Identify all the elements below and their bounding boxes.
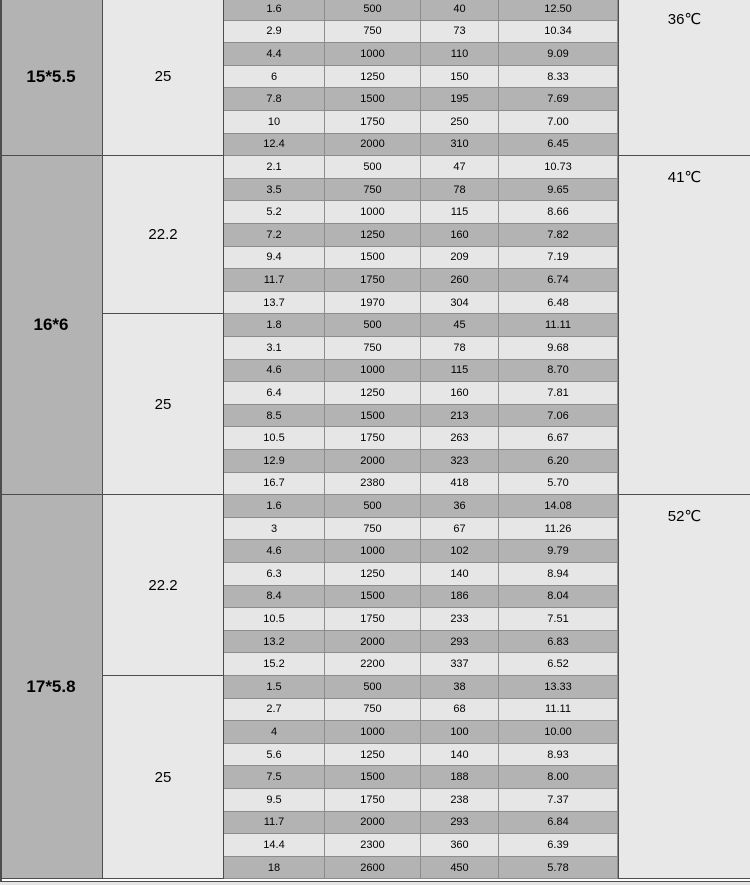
data-cell-col1: 4.6 <box>224 360 325 383</box>
data-cell-col3: 209 <box>421 247 499 270</box>
data-cell-col4: 9.65 <box>499 179 618 202</box>
data-cell-col2: 2300 <box>325 834 421 857</box>
data-cell-col4: 7.19 <box>499 247 618 270</box>
temperature-cell: 36℃ <box>618 0 750 156</box>
model-size-cell: 15*5.5 <box>0 0 103 156</box>
diameter-group-cell: 25 <box>103 314 224 495</box>
data-cell-col4: 6.83 <box>499 631 618 654</box>
data-cell-col4: 9.09 <box>499 43 618 66</box>
data-cell-col2: 1250 <box>325 744 421 767</box>
data-cell-col1: 6.3 <box>224 563 325 586</box>
data-cell-col3: 260 <box>421 269 499 292</box>
data-cell-col1: 2.9 <box>224 21 325 44</box>
data-cell-col3: 40 <box>421 0 499 21</box>
data-cell-col4: 8.93 <box>499 744 618 767</box>
data-cell-col2: 1750 <box>325 427 421 450</box>
data-cell-col3: 188 <box>421 766 499 789</box>
data-cell-col3: 263 <box>421 427 499 450</box>
data-cell-col1: 9.4 <box>224 247 325 270</box>
data-cell-col2: 750 <box>325 21 421 44</box>
data-cell-col4: 8.70 <box>499 360 618 383</box>
data-cell-col1: 4.6 <box>224 540 325 563</box>
data-cell-col3: 238 <box>421 789 499 812</box>
data-cell-col2: 1000 <box>325 721 421 744</box>
data-cell-col3: 102 <box>421 540 499 563</box>
data-cell-col1: 12.4 <box>224 134 325 157</box>
data-cell-col2: 1750 <box>325 608 421 631</box>
data-cell-col3: 293 <box>421 631 499 654</box>
data-cell-col1: 3 <box>224 518 325 541</box>
data-cell-col1: 1.6 <box>224 495 325 518</box>
data-cell-col1: 2.1 <box>224 156 325 179</box>
data-cell-col4: 5.78 <box>499 857 618 880</box>
data-cell-col2: 2000 <box>325 812 421 835</box>
data-cell-col4: 5.70 <box>499 473 618 496</box>
data-cell-col2: 1000 <box>325 360 421 383</box>
data-cell-col1: 9.5 <box>224 789 325 812</box>
data-cell-col1: 10.5 <box>224 608 325 631</box>
data-cell-col4: 7.00 <box>499 111 618 134</box>
data-cell-col2: 500 <box>325 0 421 21</box>
data-cell-col1: 18 <box>224 857 325 880</box>
data-cell-col2: 1500 <box>325 88 421 111</box>
data-cell-col2: 500 <box>325 676 421 699</box>
data-cell-col3: 418 <box>421 473 499 496</box>
data-cell-col1: 12.9 <box>224 450 325 473</box>
data-cell-col4: 11.11 <box>499 314 618 337</box>
data-cell-col3: 233 <box>421 608 499 631</box>
data-cell-col1: 8.4 <box>224 586 325 609</box>
data-cell-col3: 100 <box>421 721 499 744</box>
model-size-cell: 16*6 <box>0 156 103 495</box>
data-cell-col4: 11.26 <box>499 518 618 541</box>
data-cell-col2: 2000 <box>325 134 421 157</box>
data-cell-col4: 11.11 <box>499 699 618 722</box>
data-cell-col4: 10.34 <box>499 21 618 44</box>
data-cell-col1: 6 <box>224 66 325 89</box>
data-cell-col3: 310 <box>421 134 499 157</box>
data-cell-col2: 500 <box>325 156 421 179</box>
data-cell-col3: 213 <box>421 405 499 428</box>
data-cell-col1: 1.5 <box>224 676 325 699</box>
data-cell-col3: 115 <box>421 360 499 383</box>
data-cell-col3: 360 <box>421 834 499 857</box>
data-cell-col1: 3.5 <box>224 179 325 202</box>
model-size-cell: 17*5.8 <box>0 495 103 879</box>
data-cell-col1: 3.1 <box>224 337 325 360</box>
diameter-group-cell: 25 <box>103 0 224 156</box>
data-cell-col4: 8.04 <box>499 586 618 609</box>
data-cell-col2: 1000 <box>325 201 421 224</box>
data-cell-col2: 1970 <box>325 292 421 315</box>
data-cell-col2: 1750 <box>325 269 421 292</box>
data-cell-col1: 13.7 <box>224 292 325 315</box>
data-cell-col4: 6.45 <box>499 134 618 157</box>
data-cell-col4: 12.50 <box>499 0 618 21</box>
temperature-cell: 52℃ <box>618 495 750 879</box>
data-cell-col3: 186 <box>421 586 499 609</box>
data-cell-col4: 6.67 <box>499 427 618 450</box>
data-cell-col1: 7.5 <box>224 766 325 789</box>
data-cell-col4: 6.20 <box>499 450 618 473</box>
data-cell-col2: 500 <box>325 314 421 337</box>
data-cell-col1: 1.8 <box>224 314 325 337</box>
data-cell-col3: 73 <box>421 21 499 44</box>
data-cell-col2: 1000 <box>325 43 421 66</box>
data-cell-col1: 15.2 <box>224 653 325 676</box>
data-cell-col3: 450 <box>421 857 499 880</box>
data-cell-col1: 5.2 <box>224 201 325 224</box>
data-cell-col3: 140 <box>421 744 499 767</box>
data-cell-col2: 750 <box>325 337 421 360</box>
data-cell-col4: 6.48 <box>499 292 618 315</box>
data-cell-col4: 9.68 <box>499 337 618 360</box>
data-cell-col4: 6.74 <box>499 269 618 292</box>
data-cell-col1: 7.2 <box>224 224 325 247</box>
data-cell-col2: 750 <box>325 179 421 202</box>
data-cell-col2: 1500 <box>325 766 421 789</box>
data-cell-col3: 110 <box>421 43 499 66</box>
data-cell-col1: 11.7 <box>224 812 325 835</box>
diameter-group-cell: 25 <box>103 676 224 879</box>
data-cell-col4: 14.08 <box>499 495 618 518</box>
data-cell-col4: 6.39 <box>499 834 618 857</box>
data-cell-col3: 140 <box>421 563 499 586</box>
data-cell-col2: 2000 <box>325 450 421 473</box>
data-cell-col4: 7.51 <box>499 608 618 631</box>
data-cell-col1: 5.6 <box>224 744 325 767</box>
data-cell-col1: 4.4 <box>224 43 325 66</box>
data-cell-col1: 1.6 <box>224 0 325 21</box>
data-cell-col2: 1250 <box>325 224 421 247</box>
data-cell-col3: 323 <box>421 450 499 473</box>
table-bottom-border <box>0 881 750 885</box>
data-cell-col1: 7.8 <box>224 88 325 111</box>
data-cell-col2: 2000 <box>325 631 421 654</box>
data-cell-col1: 11.7 <box>224 269 325 292</box>
data-cell-col4: 13.33 <box>499 676 618 699</box>
data-cell-col3: 45 <box>421 314 499 337</box>
data-cell-col4: 6.84 <box>499 812 618 835</box>
data-cell-col4: 10.73 <box>499 156 618 179</box>
data-cell-col1: 10.5 <box>224 427 325 450</box>
temperature-cell: 41℃ <box>618 156 750 495</box>
data-cell-col3: 115 <box>421 201 499 224</box>
table-left-border <box>0 0 2 885</box>
data-cell-col3: 67 <box>421 518 499 541</box>
data-cell-col2: 1500 <box>325 247 421 270</box>
data-cell-col3: 36 <box>421 495 499 518</box>
data-cell-col3: 160 <box>421 382 499 405</box>
data-cell-col2: 1250 <box>325 66 421 89</box>
data-cell-col3: 160 <box>421 224 499 247</box>
data-cell-col2: 2200 <box>325 653 421 676</box>
data-cell-col2: 1500 <box>325 586 421 609</box>
data-cell-col1: 10 <box>224 111 325 134</box>
data-cell-col4: 6.52 <box>499 653 618 676</box>
data-cell-col1: 2.7 <box>224 699 325 722</box>
data-cell-col2: 1250 <box>325 563 421 586</box>
data-cell-col3: 337 <box>421 653 499 676</box>
data-cell-col4: 8.66 <box>499 201 618 224</box>
data-cell-col4: 7.37 <box>499 789 618 812</box>
data-cell-col2: 2380 <box>325 473 421 496</box>
data-cell-col3: 68 <box>421 699 499 722</box>
data-cell-col3: 150 <box>421 66 499 89</box>
data-cell-col4: 7.06 <box>499 405 618 428</box>
data-cell-col2: 500 <box>325 495 421 518</box>
data-cell-col3: 304 <box>421 292 499 315</box>
data-cell-col4: 10.00 <box>499 721 618 744</box>
data-cell-col3: 78 <box>421 179 499 202</box>
data-cell-col3: 195 <box>421 88 499 111</box>
data-cell-col4: 8.94 <box>499 563 618 586</box>
data-cell-col2: 1750 <box>325 789 421 812</box>
data-cell-col3: 47 <box>421 156 499 179</box>
data-cell-col2: 1250 <box>325 382 421 405</box>
data-cell-col2: 2600 <box>325 857 421 880</box>
data-cell-col3: 38 <box>421 676 499 699</box>
data-cell-col2: 1000 <box>325 540 421 563</box>
data-cell-col2: 1500 <box>325 405 421 428</box>
data-cell-col4: 8.00 <box>499 766 618 789</box>
data-cell-col1: 14.4 <box>224 834 325 857</box>
data-cell-col3: 293 <box>421 812 499 835</box>
diameter-group-cell: 22.2 <box>103 156 224 314</box>
data-cell-col2: 750 <box>325 518 421 541</box>
data-cell-col1: 16.7 <box>224 473 325 496</box>
data-cell-col1: 6.4 <box>224 382 325 405</box>
data-cell-col2: 1750 <box>325 111 421 134</box>
data-cell-col4: 7.81 <box>499 382 618 405</box>
data-cell-col4: 9.79 <box>499 540 618 563</box>
data-cell-col4: 7.82 <box>499 224 618 247</box>
diameter-group-cell: 22.2 <box>103 495 224 676</box>
data-cell-col3: 250 <box>421 111 499 134</box>
data-cell-col1: 8.5 <box>224 405 325 428</box>
data-cell-col4: 7.69 <box>499 88 618 111</box>
data-cell-col4: 8.33 <box>499 66 618 89</box>
data-cell-col1: 13.2 <box>224 631 325 654</box>
data-cell-col3: 78 <box>421 337 499 360</box>
data-cell-col2: 750 <box>325 699 421 722</box>
data-cell-col1: 4 <box>224 721 325 744</box>
